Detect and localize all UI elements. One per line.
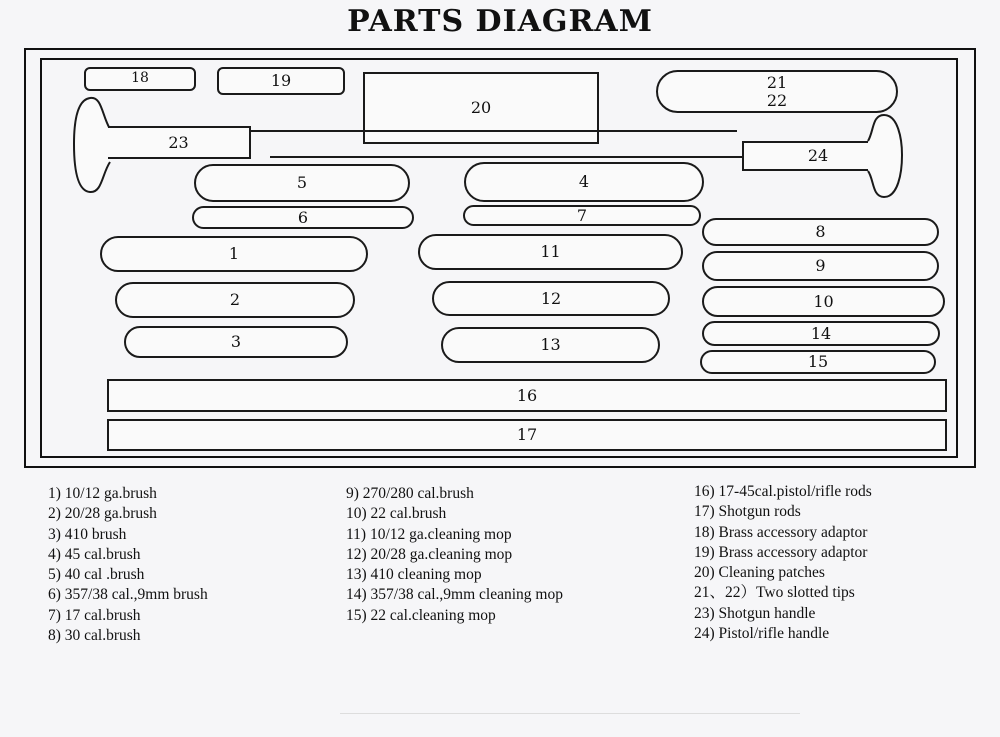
legend-item: 10) 22 cal.brush — [346, 505, 447, 523]
part-23-slot — [108, 126, 251, 159]
legend-item: 4) 45 cal.brush — [48, 545, 141, 563]
part-15-slot — [700, 350, 936, 374]
legend-item: 16) 17-45cal.pistol/rifle rods — [694, 483, 872, 500]
part-16-slot — [107, 379, 947, 412]
legend-item: 14) 357/38 cal.,9mm cleaning mop — [346, 586, 563, 604]
legend-item: 24) Pistol/rifle handle — [694, 625, 830, 643]
part-8-label: 8 — [815, 222, 826, 242]
part-19-slot — [217, 67, 345, 95]
legend-item: 18) Brass accessory adaptor — [694, 523, 868, 541]
part-13-label: 13 — [540, 335, 561, 355]
part-12-slot — [432, 281, 670, 316]
legend-column-1 — [48, 484, 208, 646]
legend-item: 12) 20/28 ga.cleaning mop — [346, 545, 513, 563]
part-17-label: 17 — [516, 425, 538, 445]
legend-item: 15) 22 cal.cleaning mop — [346, 606, 496, 624]
legend-item: 7) 17 cal.brush — [48, 606, 141, 624]
part-20-label: 20 — [470, 98, 492, 118]
part-7-slot — [463, 205, 701, 226]
legend-item: 19) Brass accessory adaptor — [694, 543, 868, 561]
part-5-label: 5 — [296, 173, 308, 193]
shotgun-rod-line — [251, 130, 737, 132]
part-8-slot — [702, 218, 939, 246]
part-18-slot — [84, 67, 196, 91]
legend-item: 5) 40 cal .brush — [48, 566, 145, 584]
legend-item: 1) 10/12 ga.brush — [48, 485, 157, 502]
legend-column-3 — [694, 482, 872, 644]
part-11-label: 11 — [540, 242, 561, 262]
part-3-slot — [124, 326, 348, 358]
part-9-label: 9 — [815, 256, 826, 276]
part-14-label: 14 — [810, 323, 832, 343]
pistol-rod-line — [270, 156, 742, 158]
legend-item: 23) Shotgun handle — [694, 604, 816, 622]
part-10-label: 10 — [813, 291, 834, 311]
part-2-label: 2 — [229, 290, 241, 310]
part-6-slot — [192, 206, 414, 229]
part-11-slot — [418, 234, 683, 270]
part-12-label: 12 — [540, 288, 562, 308]
part-16-label: 16 — [516, 385, 538, 405]
part-2-slot — [115, 282, 355, 318]
legend-item: 6) 357/38 cal.,9mm brush — [48, 586, 208, 604]
part-24-label: 24 — [807, 146, 829, 166]
part-5-slot — [194, 164, 410, 202]
legend-item: 20) Cleaning patches — [694, 564, 825, 582]
legend-item: 9) 270/280 cal.brush — [346, 485, 474, 502]
part-17-slot — [107, 419, 947, 451]
part-10-slot — [702, 286, 945, 317]
part-14-slot — [702, 321, 940, 346]
part-19-label: 19 — [270, 71, 292, 91]
legend-column-2 — [346, 484, 563, 626]
part-21-label: 21 — [766, 72, 788, 92]
part-21-22-slot — [656, 70, 898, 113]
part-1-label: 1 — [228, 244, 240, 264]
legend-item: 13) 410 cleaning mop — [346, 566, 482, 584]
footer-rule — [340, 713, 800, 714]
page-title: PARTS DIAGRAM — [347, 4, 653, 39]
legend-item: 21、22）Two slotted tips — [694, 584, 855, 602]
part-6-label: 6 — [297, 207, 309, 227]
legend-item: 2) 20/28 ga.brush — [48, 505, 157, 523]
legend-item: 3) 410 brush — [48, 525, 127, 543]
part-15-label: 15 — [807, 352, 829, 372]
part-18-label: 18 — [131, 70, 149, 87]
legend-item: 8) 30 cal.brush — [48, 627, 141, 645]
part-4-label: 4 — [578, 172, 590, 192]
part-4-slot — [464, 162, 704, 202]
part-22-label: 22 — [766, 90, 788, 110]
part-1-slot — [100, 236, 368, 272]
legend-item: 11) 10/12 ga.cleaning mop — [346, 525, 512, 543]
part-9-slot — [702, 251, 939, 281]
part-3-label: 3 — [230, 332, 242, 352]
part-13-slot — [441, 327, 660, 363]
pistol-handle-grip-shape — [864, 113, 904, 199]
legend-item: 17) Shotgun rods — [694, 503, 801, 521]
part-20-slot — [363, 72, 599, 144]
part-7-label: 7 — [576, 205, 588, 225]
part-23-label: 23 — [168, 132, 189, 152]
